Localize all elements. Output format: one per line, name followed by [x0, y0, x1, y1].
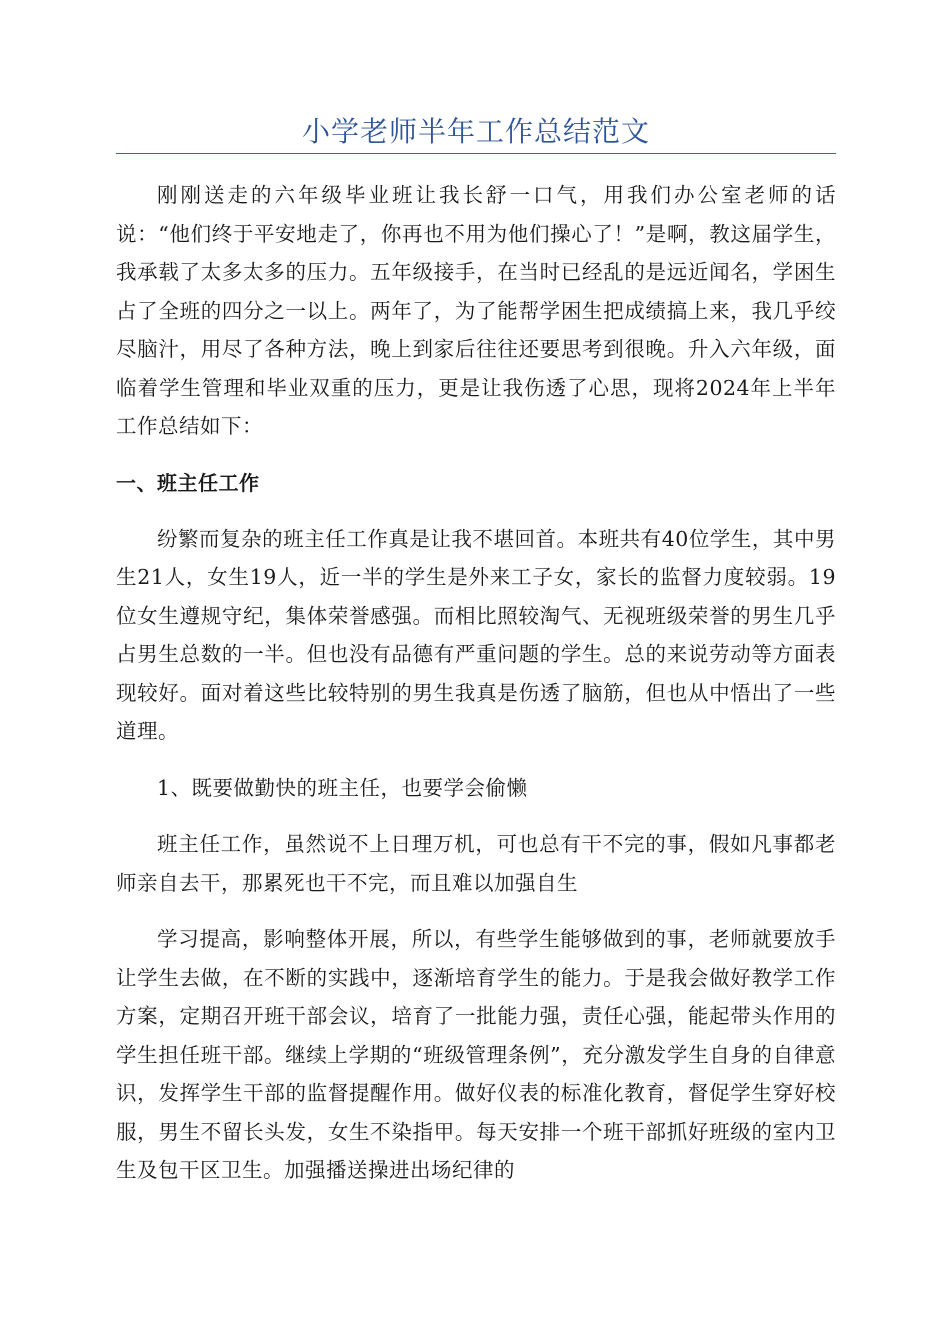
intro-paragraph: 刚刚送走的六年级毕业班让我长舒一口气，用我们办公室老师的话说：“他们终于平安地走了，你再也不用为他们操心了！”是啊，教这届学生，我承载了太多太多的压力。五年级接手，在当时已经乱的是远近闻名，学困生占了全班的四分之一以上。两年了，为了能帮学困生把成绩搞上来，我几乎绞尽脑汁，用尽了各种方法，晚上到家后往往还要思考到很晚。升入六年级，面临着学生管理和毕业双重的压力，更是让我伤透了心思，现将2024年上半年工作总结如下：: [116, 183, 836, 438]
title-underline: [116, 153, 836, 154]
section-heading-class-teacher-work: 一、班主任工作: [116, 470, 260, 495]
document-body: [116, 176, 836, 1190]
subsection1-paragraph-1: 班主任工作，虽然说不上日理万机，可也总有干不完的事，假如凡事都老师亲自去干，那累死也干不完，而且难以加强自生: [116, 832, 836, 895]
subsection-heading-1: 1、既要做勤快的班主任，也要学会偷懒: [157, 775, 528, 800]
subsection1-paragraph-2: 学习提高，影响整体开展，所以，有些学生能够做到的事，老师就要放手让学生去做，在不断的实践中，逐渐培育学生的能力。于是我会做好教学工作方案，定期召开班干部会议，培育了一批能力强，责任心强，能起带头作用的学生担任班干部。继续上学期的“班级管理条例”，充分激发学生自身的自律意识，发挥学生干部的监督提醒作用。做好仪表的标准化教育，督促学生穿好校服，男生不留长头发，女生不染指甲。每天安排一个班干部抓好班级的室内卫生及包干区卫生。加强播送操进出场纪律的: [116, 927, 836, 1182]
document-title: 小学老师半年工作总结范文: [301, 115, 650, 148]
section1-paragraph: 纷繁而复杂的班主任工作真是让我不堪回首。本班共有40位学生，其中男生21人，女生19人，近一半的学生是外来工子女，家长的监督力度较弱。19位女生遵规守纪，集体荣誉感强。而相比照较淘气、无视班级荣誉的男生几乎占男生总数的一半。但也没有品德有严重问题的学生。总的来说劳动等方面表现较好。面对着这些比较特别的男生我真是伤透了脑筋，但也从中悟出了一些道理。: [116, 526, 836, 743]
